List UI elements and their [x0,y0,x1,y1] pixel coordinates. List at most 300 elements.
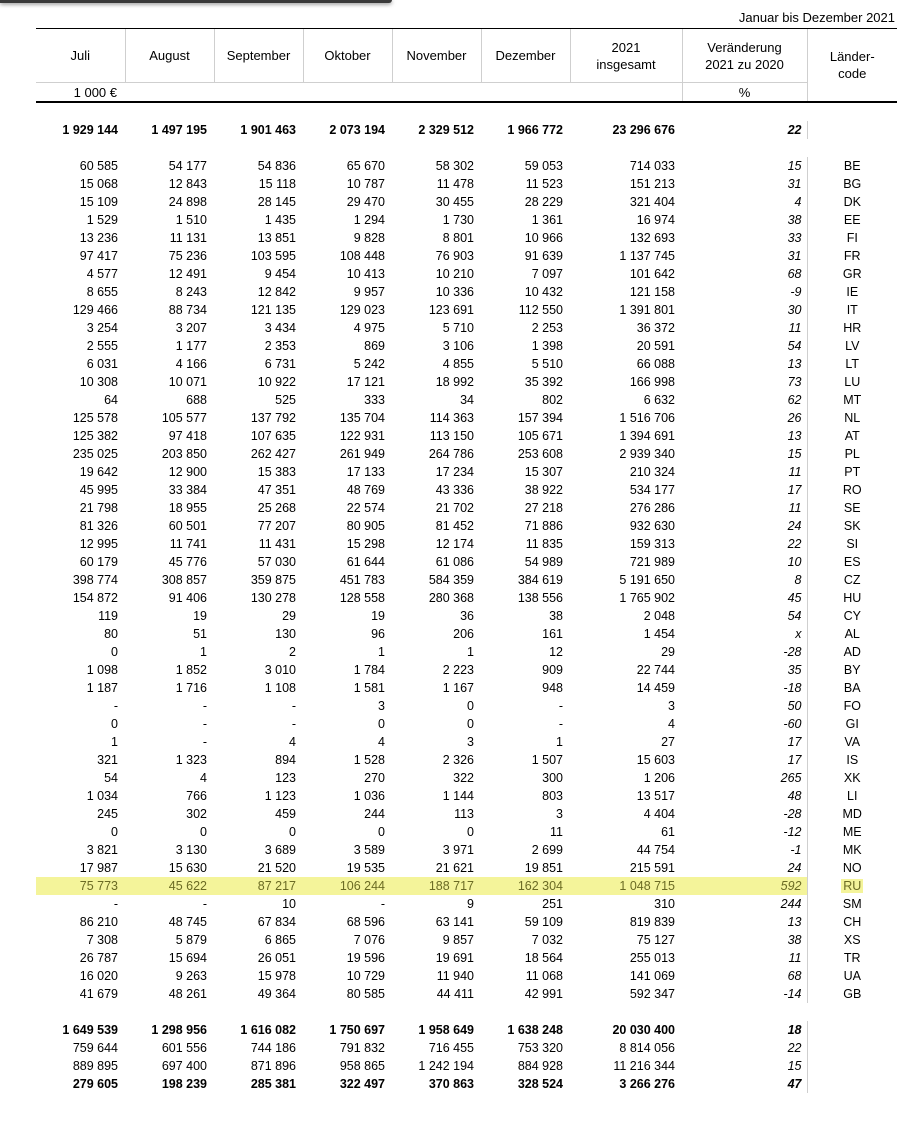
cell-country-code: GB [807,985,897,1003]
cell-oktober: 68 596 [346,915,385,929]
cell-juli: 19 642 [79,465,118,479]
cell-dezember: 7 097 [531,267,563,281]
cell-country-code: CY [807,607,897,625]
cell-oktober: 10 787 [346,177,385,191]
cell-juli: 13 236 [79,231,118,245]
cell-august: 198 239 [161,1077,207,1091]
cell-september: 29 [282,609,296,623]
cell-juli: 1 929 144 [62,123,118,137]
country-row [36,301,897,319]
cell-september: 1 435 [264,213,296,227]
cell-change: -60 [783,717,802,731]
cell-september: 26 051 [257,951,296,965]
cell-dezember: - [558,699,563,713]
cell-dezember: 253 608 [517,447,563,461]
cell-total: 23 296 676 [612,123,675,137]
cell-august: 1 716 [175,681,207,695]
cell-oktober: 129 023 [339,303,385,317]
cell-country-code: VA [807,733,897,751]
cell-country-code [807,1075,897,1093]
cell-country-code: IE [807,283,897,301]
cell-juli: 129 466 [72,303,118,317]
cell-change: 48 [787,789,802,803]
cell-change: 68 [787,267,802,281]
cell-september: 67 834 [257,915,296,929]
cell-oktober: 3 [378,699,385,713]
cell-country-code: LT [807,355,897,373]
cell-oktober: 5 242 [353,357,385,371]
cell-juli: 321 [97,753,118,767]
country-row [36,931,897,949]
cell-total: 1 048 715 [570,877,682,895]
cell-total: 159 313 [629,537,675,551]
country-row [36,355,897,373]
country-row [36,751,897,769]
cell-dezember: 384 619 [517,573,563,587]
header-august: August [125,29,214,83]
cell-country-code: IS [807,751,897,769]
cell-juli: 1 187 [86,681,118,695]
cell-oktober: 61 644 [346,555,385,569]
cell-dezember: 328 524 [517,1077,563,1091]
cell-oktober: 1 784 [353,663,385,677]
header-dezember: Dezember [481,29,570,83]
cell-juli: 97 417 [79,249,118,263]
cell-september: 3 010 [264,663,296,677]
country-row [36,157,897,175]
cell-dezember: 10 432 [524,285,563,299]
cell-oktober: 1 750 697 [329,1023,385,1037]
country-row [36,895,897,913]
cell-august: 45 776 [168,555,207,569]
cell-august: 11 741 [169,537,207,551]
cell-total: 721 989 [629,555,675,569]
cell-dezember: 11 523 [525,177,563,191]
cell-change: 22 [787,537,802,551]
cell-november: 0 [467,699,474,713]
cell-dezember: 112 550 [518,303,563,317]
cell-total: 321 404 [629,195,675,209]
cell-september: 25 268 [257,501,296,515]
cell-juli: 398 774 [72,573,118,587]
cell-oktober: 10 729 [346,969,385,983]
cell-change: 592 [682,877,807,895]
cell-dezember: 300 [542,771,563,785]
cell-august: 8 243 [175,285,207,299]
cell-change: -1 [790,843,802,857]
cell-total: 75 127 [636,933,675,947]
spacer-row-bottom [36,1003,897,1021]
period-label: Januar bis Dezember 2021 [738,10,895,25]
cell-change: 73 [787,375,802,389]
cell-change: 11 [788,321,802,335]
spacer-row-top [36,102,897,121]
cell-september: 121 135 [250,303,296,317]
unit-value: 1 000 € [36,83,125,103]
cell-november: 206 [453,627,474,641]
cell-country-code: BE [807,157,897,175]
cell-august: 51 [193,627,207,641]
cell-september: 1 108 [264,681,296,695]
cell-november: 1 242 194 [418,1059,474,1073]
cell-change: 24 [787,519,802,533]
cell-august: 19 [193,609,207,623]
cell-oktober: 3 589 [353,843,385,857]
cell-oktober: 1 581 [353,681,385,695]
cell-change: 22 [787,1041,802,1055]
cell-oktober: 7 076 [353,933,385,947]
cell-total: 13 517 [636,789,675,803]
country-row [36,193,897,211]
cell-juli: 8 655 [86,285,118,299]
cell-country-code: MK [807,841,897,859]
cell-dezember: 162 304 [481,877,570,895]
cell-juli: 0 [111,825,118,839]
cell-august: 203 850 [161,447,207,461]
cell-dezember: 753 320 [517,1041,563,1055]
cell-change: 4 [794,195,802,209]
cell-change: 38 [787,213,802,227]
cell-juli: 75 773 [36,877,125,895]
cell-country-code: IT [807,301,897,319]
cell-dezember: 948 [542,681,563,695]
cell-country-code: MT [807,391,897,409]
cell-dezember: 35 392 [524,375,563,389]
cell-change: 38 [787,933,802,947]
country-row [36,661,897,679]
cell-change: 31 [787,249,802,263]
cell-change: 45 [787,591,802,605]
cell-oktober: 4 975 [353,321,385,335]
cell-total: 1 391 801 [619,303,675,317]
cell-juli: 21 798 [79,501,118,515]
cell-country-code: LV [807,337,897,355]
cell-country-code: XK [807,769,897,787]
cell-total: 66 088 [636,357,675,371]
cell-august: 24 898 [168,195,207,209]
cell-september: 15 118 [258,177,296,191]
cell-november: 3 106 [442,339,474,353]
cell-november: 11 478 [436,177,474,191]
country-row [36,841,897,859]
cell-juli: 1 529 [86,213,118,227]
cell-total: 36 372 [636,321,675,335]
cell-august: 1 [200,645,207,659]
cell-juli: 10 308 [79,375,118,389]
cell-september: 3 689 [264,843,296,857]
cell-juli: 245 [97,807,118,821]
cell-dezember: 12 [549,645,563,659]
highlighted-code: RU [843,879,862,893]
header-change: Veränderung 2021 zu 2020 [682,29,807,83]
summary-row [36,1039,897,1057]
cell-november: 0 [467,717,474,731]
cell-november: 34 [460,393,474,407]
cell-country-code: ME [807,823,897,841]
cell-september: 1 616 082 [240,1023,296,1037]
header-november: November [392,29,481,83]
cell-september: 28 145 [257,195,296,209]
cell-august: 75 236 [168,249,207,263]
cell-change: 15 [787,447,802,461]
cell-november: 4 855 [442,357,474,371]
cell-dezember: 1 966 772 [507,123,563,137]
cell-august: - [202,897,207,911]
cell-november: 2 329 512 [418,123,474,137]
cell-november: 123 691 [428,303,474,317]
cell-november: 8 801 [442,231,474,245]
cell-change: 13 [787,357,802,371]
cell-total: 20 591 [636,339,675,353]
cell-november: 1 958 649 [418,1023,474,1037]
cell-dezember: 7 032 [531,933,563,947]
cell-juli: 235 025 [72,447,118,461]
cell-dezember: 161 [542,627,563,641]
cell-country-code: EE [807,211,897,229]
cell-oktober: 48 769 [346,483,385,497]
cell-september: 47 351 [257,483,296,497]
country-row [36,877,897,895]
cell-september: 107 635 [250,429,296,443]
cell-august: 766 [186,789,207,803]
cell-november: 10 336 [435,285,474,299]
cell-juli: 60 179 [79,555,118,569]
cell-november: 188 717 [392,877,481,895]
cell-total: 4 404 [643,807,675,821]
cell-november: 44 411 [436,987,474,1001]
cell-total: 1 137 745 [619,249,675,263]
cell-dezember: 1 507 [531,753,563,767]
cell-dezember: 38 [549,609,563,623]
cell-total: 141 069 [629,969,675,983]
cell-juli: 64 [104,393,118,407]
cell-change: 13 [787,429,802,443]
country-row [36,607,897,625]
cell-country-code: BA [807,679,897,697]
cell-juli: 54 [104,771,118,785]
country-row [36,337,897,355]
cell-country-code: SE [807,499,897,517]
cell-september: 54 836 [257,159,296,173]
cell-juli: 80 [104,627,118,641]
cell-november: 21 702 [435,501,474,515]
cell-juli: - [113,699,118,713]
cell-juli: 15 068 [79,177,118,191]
cell-country-code: AT [807,427,897,445]
cell-juli: 6 031 [86,357,118,371]
cell-september: 1 901 463 [240,123,296,137]
cell-september: 10 922 [257,375,296,389]
cell-november: 63 141 [435,915,474,929]
cell-country-code: LI [807,787,897,805]
cell-juli: 2 555 [86,339,118,353]
cell-juli: 125 578 [72,411,118,425]
cell-november: 9 [467,897,474,911]
cell-total: 310 [654,897,675,911]
cell-oktober: 333 [364,393,385,407]
cell-total: 3 266 276 [619,1077,675,1091]
cell-oktober: 4 [378,735,385,749]
cell-september: 0 [289,825,296,839]
table-body [36,102,897,1093]
cell-juli: 759 644 [72,1041,118,1055]
cell-november: 3 971 [442,843,474,857]
cell-dezember: 3 [556,807,563,821]
cell-september: 15 978 [257,969,296,983]
country-row [36,715,897,733]
cell-september: 744 186 [250,1041,296,1055]
country-row [36,985,897,1003]
cell-total: 4 [668,717,675,731]
cell-dezember: 2 253 [531,321,563,335]
total-row [36,121,897,139]
cell-november: 716 455 [428,1041,474,1055]
cell-country-code: SI [807,535,897,553]
cell-total: 210 324 [629,465,675,479]
cell-september: 6 731 [264,357,296,371]
cell-september: 1 123 [264,789,296,803]
cell-total: 16 974 [636,213,675,227]
cell-country-code: CH [807,913,897,931]
cell-total: 1 454 [643,627,675,641]
cell-november: 18 992 [435,375,474,389]
cell-country-code: SK [807,517,897,535]
cell-total: 15 603 [636,753,675,767]
cell-juli: 86 210 [79,915,118,929]
cell-august: 1 510 [175,213,207,227]
cell-august: 10 071 [168,375,207,389]
cell-november: 58 302 [435,159,474,173]
cell-change: 31 [787,177,802,191]
cell-september: 10 [282,897,296,911]
cell-change: x [795,627,802,641]
cell-september: 894 [275,753,296,767]
cell-juli: 125 382 [72,429,118,443]
cell-september: 137 792 [250,411,296,425]
cell-dezember: 105 671 [517,429,563,443]
cell-total: 14 459 [636,681,675,695]
cell-november: 114 363 [429,411,474,425]
cell-august: 45 622 [125,877,214,895]
cell-oktober: 22 574 [346,501,385,515]
cell-juli: 1 [111,735,118,749]
cell-september: 87 217 [214,877,303,895]
summary-row [36,1057,897,1075]
trade-table [36,28,897,1093]
cell-change: 8 [794,573,802,587]
cell-oktober: 1 528 [353,753,385,767]
cell-august: 54 177 [168,159,207,173]
cell-oktober: 958 865 [339,1059,385,1073]
cell-september: 459 [275,807,296,821]
cell-total: 166 998 [629,375,675,389]
cell-dezember: 18 564 [524,951,563,965]
cell-change: 35 [787,663,802,677]
cell-september: 4 [289,735,296,749]
cell-dezember: 5 510 [531,357,563,371]
cell-august: 48 745 [168,915,207,929]
cell-dezember: 1 [556,735,563,749]
country-row [36,445,897,463]
cell-dezember: 91 639 [524,249,563,263]
cell-change: 17 [787,735,802,749]
cell-oktober: 80 585 [346,987,385,1001]
cell-dezember: 59 053 [524,159,563,173]
cell-oktober: 65 670 [346,159,385,173]
cell-oktober: 9 828 [353,231,385,245]
country-row [36,409,897,427]
cell-oktober: 15 298 [346,537,385,551]
cell-oktober: 0 [378,825,385,839]
cell-country-code: ES [807,553,897,571]
country-row [36,391,897,409]
cell-august: 601 556 [161,1041,207,1055]
cell-country-code: CZ [807,571,897,589]
cell-august: 3 207 [175,321,207,335]
cell-september: 871 896 [250,1059,296,1073]
cell-change: 17 [787,753,802,767]
cell-november: 1 144 [442,789,474,803]
cell-oktober: 791 832 [339,1041,385,1055]
cell-country-code: FR [807,247,897,265]
cell-total: 44 754 [636,843,675,857]
cell-november: 61 086 [435,555,474,569]
cell-country-code [807,1021,897,1039]
cell-country-code: MD [807,805,897,823]
cell-august: 1 298 956 [151,1023,207,1037]
cell-dezember: 10 966 [524,231,563,245]
country-row [36,949,897,967]
cell-november: 2 223 [442,663,474,677]
cell-oktober: 270 [364,771,385,785]
unit-spacer [125,83,682,103]
cell-juli: 7 308 [86,933,118,947]
cell-country-code: FO [807,697,897,715]
cell-august: 1 323 [175,753,207,767]
cell-august: 5 879 [175,933,207,947]
cell-oktober: 451 783 [339,573,385,587]
country-row [36,769,897,787]
cell-country-code: LU [807,373,897,391]
cell-september: 3 434 [264,321,296,335]
cell-august: 12 491 [168,267,207,281]
cell-change: -14 [783,987,802,1001]
cell-dezember: 54 989 [524,555,563,569]
cell-september: 21 520 [257,861,296,875]
cell-september: 2 353 [264,339,296,353]
cell-country-code: AD [807,643,897,661]
cell-dezember: 15 307 [524,465,563,479]
cell-oktober: 19 596 [346,951,385,965]
cell-change: 47 [787,1077,802,1091]
cell-november: 17 234 [435,465,474,479]
summary-row [36,1021,897,1039]
summary-row [36,1075,897,1093]
cell-total: 276 286 [629,501,675,515]
cell-september: 77 207 [257,519,296,533]
cell-change: 30 [787,303,802,317]
cell-november: 3 [467,735,474,749]
cell-august: 88 734 [168,303,207,317]
country-row [36,823,897,841]
cell-change: 54 [787,609,802,623]
cell-november: 30 455 [435,195,474,209]
cell-total: 151 213 [629,177,675,191]
cell-total: 1 516 706 [619,411,675,425]
cell-dezember: 38 922 [524,483,563,497]
cell-oktober: 17 133 [346,465,385,479]
cell-august: 9 263 [175,969,207,983]
